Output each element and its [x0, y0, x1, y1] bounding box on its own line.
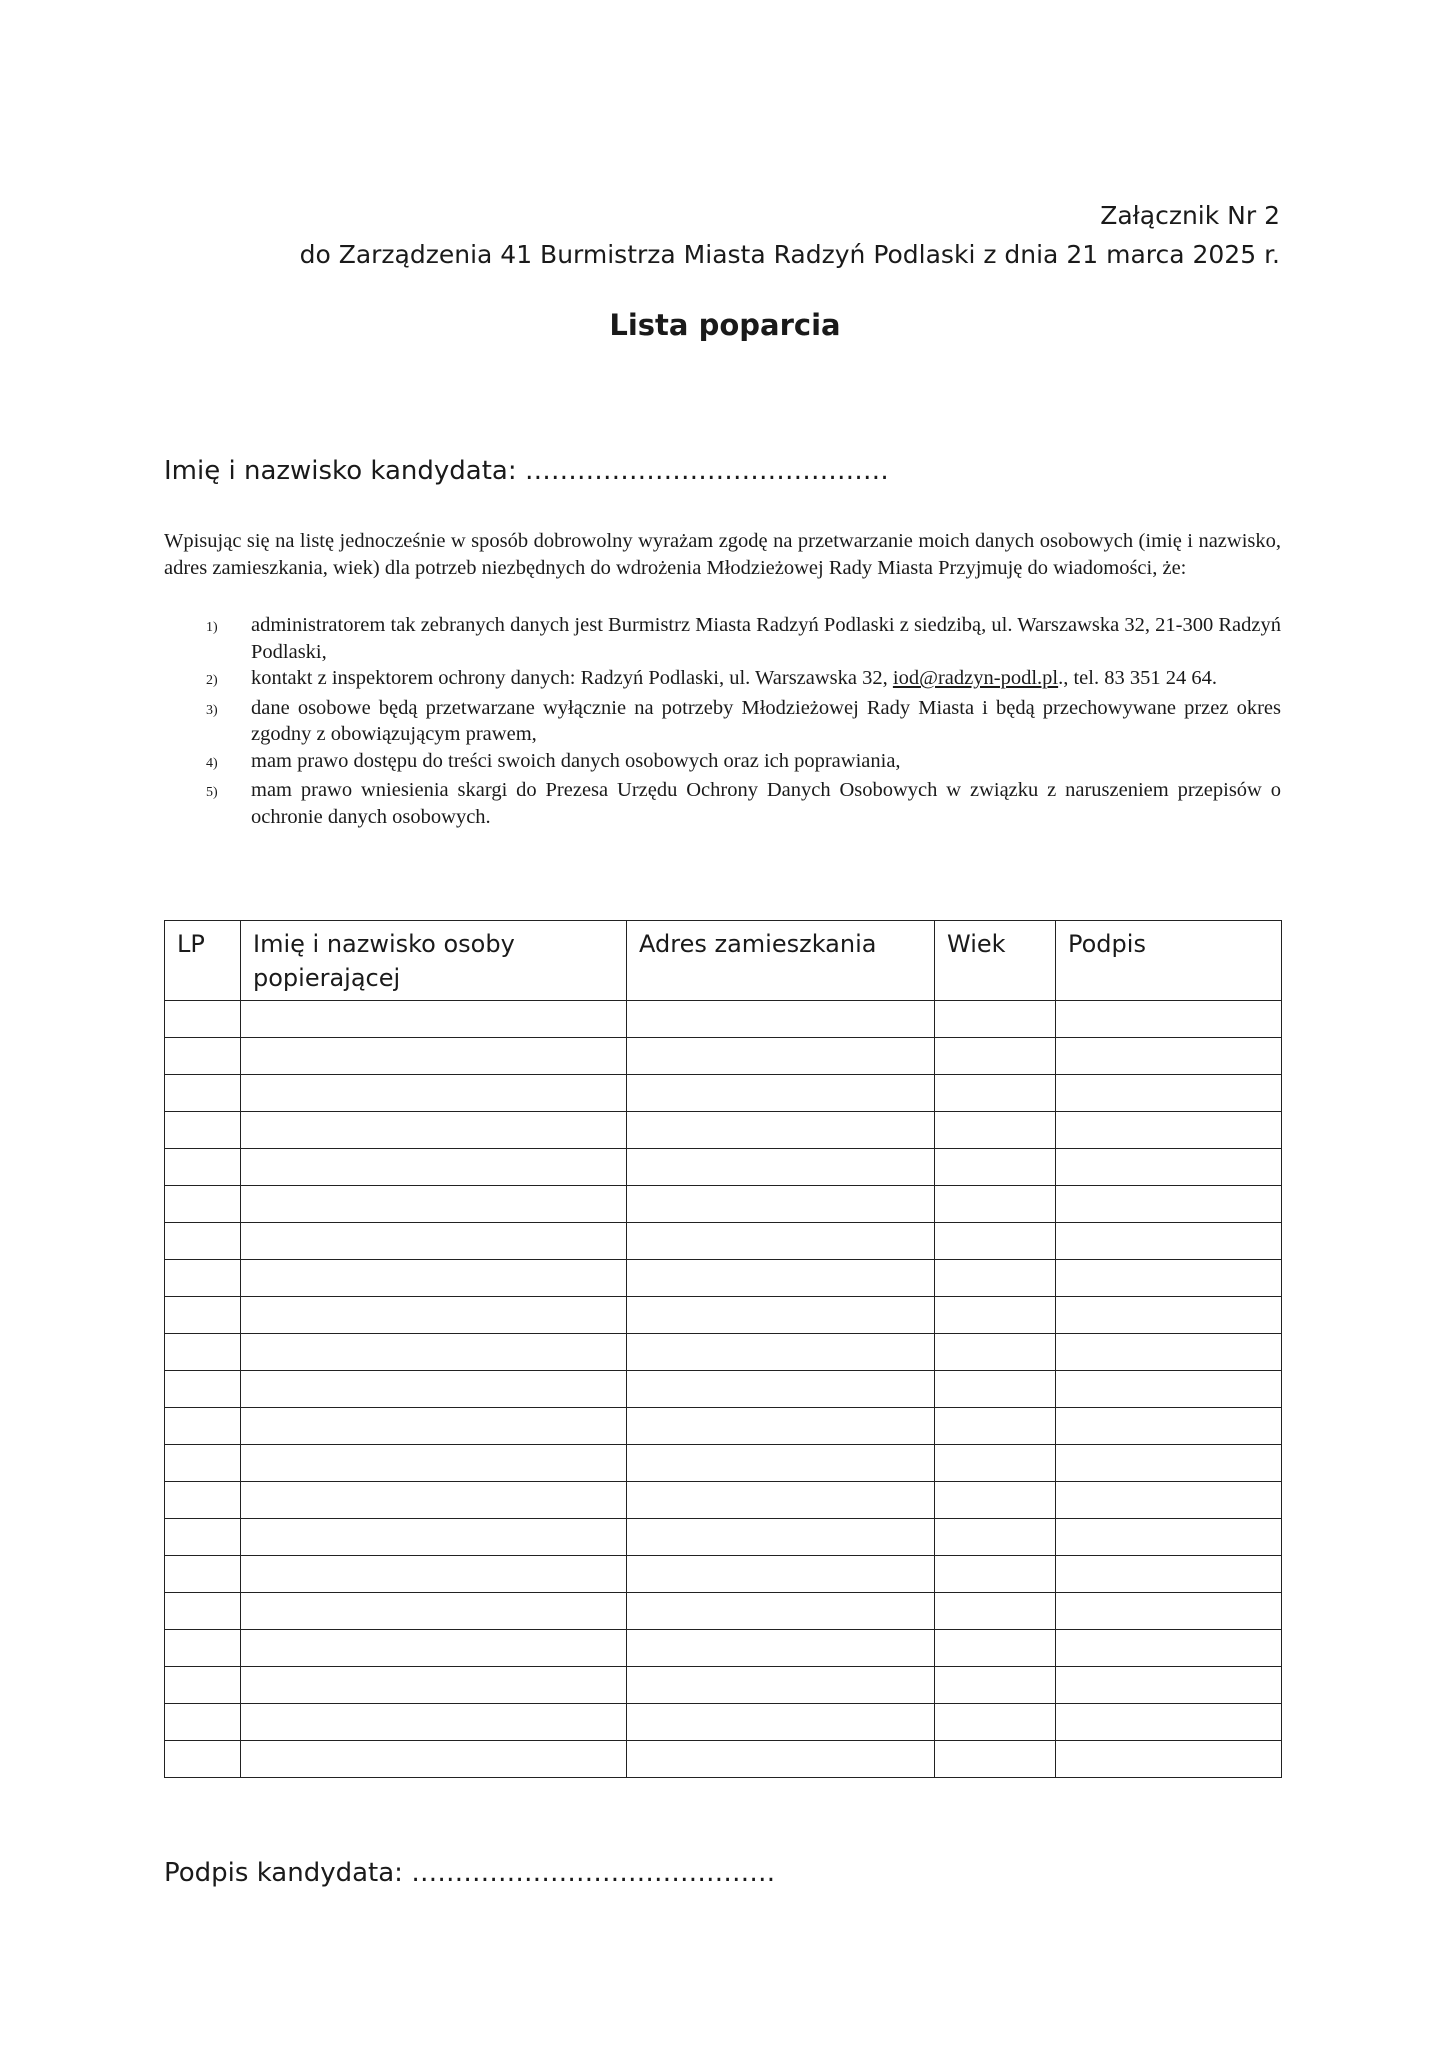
cell-name[interactable]: [241, 1075, 627, 1112]
cell-address[interactable]: [627, 1112, 935, 1149]
cell-name[interactable]: [241, 1519, 627, 1556]
cell-lp[interactable]: [165, 1334, 241, 1371]
attachment-header: [300, 196, 1280, 274]
consent-item: [164, 612, 1281, 665]
cell-age[interactable]: [935, 1038, 1056, 1075]
iod-email-link[interactable]: iod@radzyn-podl.pl: [892, 667, 1059, 689]
consent-item-number: 1): [206, 620, 218, 635]
cell-name[interactable]: [241, 1667, 627, 1704]
cell-address[interactable]: [627, 1297, 935, 1334]
consent-item-text: [251, 665, 1281, 695]
table-body: [165, 1001, 1282, 1778]
cell-address[interactable]: [627, 1038, 935, 1075]
consent-item-number: 5): [206, 785, 218, 800]
cell-lp[interactable]: [165, 1445, 241, 1482]
cell-address[interactable]: [627, 1630, 935, 1667]
consent-item-text-after: ., tel. 83 351 24 64.: [1058, 667, 1217, 689]
table-row: [165, 1519, 1282, 1556]
table-row: [165, 1334, 1282, 1371]
cell-lp[interactable]: [165, 1260, 241, 1297]
consent-list: [164, 612, 1281, 830]
cell-lp[interactable]: [165, 1482, 241, 1519]
table-row: [165, 1593, 1282, 1630]
cell-signature[interactable]: [1056, 1704, 1282, 1741]
cell-lp[interactable]: [165, 1038, 241, 1075]
cell-lp[interactable]: [165, 1667, 241, 1704]
cell-lp[interactable]: [165, 1630, 241, 1667]
cell-lp[interactable]: [165, 1149, 241, 1186]
table-row: [165, 1408, 1282, 1445]
cell-name[interactable]: [241, 1038, 627, 1075]
table-row: [165, 1371, 1282, 1408]
cell-signature[interactable]: [1056, 1371, 1282, 1408]
cell-signature[interactable]: [1056, 1667, 1282, 1704]
consent-item: [164, 777, 1281, 830]
table-row: [165, 1186, 1282, 1223]
cell-name[interactable]: [241, 1630, 627, 1667]
cell-lp[interactable]: [165, 1519, 241, 1556]
column-header-lp: LP: [165, 921, 241, 1001]
cell-name[interactable]: [241, 1445, 627, 1482]
cell-address[interactable]: [627, 1741, 935, 1778]
cell-lp[interactable]: [165, 1704, 241, 1741]
cell-name[interactable]: [241, 1149, 627, 1186]
consent-item: [164, 695, 1281, 748]
cell-lp[interactable]: [165, 1186, 241, 1223]
cell-name[interactable]: [241, 1297, 627, 1334]
cell-age[interactable]: [935, 1519, 1056, 1556]
cell-age[interactable]: [935, 1704, 1056, 1741]
cell-address[interactable]: [627, 1075, 935, 1112]
cell-signature[interactable]: [1056, 1334, 1282, 1371]
table-row: [165, 1667, 1282, 1704]
cell-signature[interactable]: [1056, 1519, 1282, 1556]
table-row: [165, 1741, 1282, 1778]
cell-signature[interactable]: [1056, 1186, 1282, 1223]
cell-lp[interactable]: [165, 1593, 241, 1630]
cell-signature[interactable]: [1056, 1260, 1282, 1297]
cell-name[interactable]: [241, 1408, 627, 1445]
table-row: [165, 1149, 1282, 1186]
cell-age[interactable]: [935, 1482, 1056, 1519]
consent-item-text: administratorem tak zebranych danych jest Burmistrz Miasta Radzyń Podlaski z siedzibą, ul. Warszawska 32, 21-300 Radzyń Podlaski,: [251, 614, 1281, 663]
cell-age[interactable]: [935, 1445, 1056, 1482]
attachment-number: Załącznik Nr 2: [1100, 201, 1280, 230]
consent-item: [164, 665, 1281, 695]
cell-name[interactable]: [241, 1556, 627, 1593]
cell-age[interactable]: [935, 1667, 1056, 1704]
cell-age[interactable]: [935, 1149, 1056, 1186]
cell-signature[interactable]: [1056, 1482, 1282, 1519]
table-row: [165, 1223, 1282, 1260]
consent-item-number: 2): [206, 673, 218, 688]
cell-signature[interactable]: [1056, 1408, 1282, 1445]
cell-signature[interactable]: [1056, 1630, 1282, 1667]
cell-address[interactable]: [627, 1556, 935, 1593]
table-row: [165, 1445, 1282, 1482]
cell-name[interactable]: [241, 1223, 627, 1260]
cell-signature[interactable]: [1056, 1149, 1282, 1186]
cell-address[interactable]: [627, 1260, 935, 1297]
candidate-name-field[interactable]: Imię i nazwisko kandydata: ……………………………………: [164, 456, 889, 486]
cell-name[interactable]: [241, 1704, 627, 1741]
consent-item-text-before: kontakt z inspektorem ochrony danych: Radzyń Podlaski, ul. Warszawska 32,: [251, 667, 893, 689]
cell-signature[interactable]: [1056, 1593, 1282, 1630]
cell-signature[interactable]: [1056, 1223, 1282, 1260]
cell-lp[interactable]: [165, 1408, 241, 1445]
column-header-name: Imię i nazwisko osoby popierającej: [241, 921, 627, 1001]
cell-age[interactable]: [935, 1112, 1056, 1149]
table-row: [165, 1038, 1282, 1075]
cell-name[interactable]: [241, 1112, 627, 1149]
cell-name[interactable]: [241, 1001, 627, 1038]
consent-item-number: 3): [206, 702, 218, 718]
cell-address[interactable]: [627, 1001, 935, 1038]
cell-signature[interactable]: [1056, 1112, 1282, 1149]
cell-address[interactable]: [627, 1667, 935, 1704]
table-row: [165, 1260, 1282, 1297]
cell-age[interactable]: [935, 1297, 1056, 1334]
cell-age[interactable]: [935, 1001, 1056, 1038]
cell-lp[interactable]: [165, 1001, 241, 1038]
cell-lp[interactable]: [165, 1112, 241, 1149]
consent-item: [164, 748, 1281, 778]
cell-age[interactable]: [935, 1741, 1056, 1778]
cell-lp[interactable]: [165, 1741, 241, 1778]
consent-item-text: mam prawo wniesienia skargi do Prezesa Urzędu Ochrony Danych Osobowych w związku z naruszeniem przepisów o ochronie danych osobowych.: [251, 779, 1281, 828]
cell-name[interactable]: [241, 1260, 627, 1297]
consent-item-number: 4): [206, 755, 218, 771]
cell-signature[interactable]: [1056, 1445, 1282, 1482]
table-row: [165, 1075, 1282, 1112]
cell-lp[interactable]: [165, 1075, 241, 1112]
cell-address[interactable]: [627, 1482, 935, 1519]
cell-lp[interactable]: [165, 1297, 241, 1334]
cell-name[interactable]: [241, 1371, 627, 1408]
cell-address[interactable]: [627, 1149, 935, 1186]
cell-age[interactable]: [935, 1334, 1056, 1371]
table-header-row: [165, 921, 1282, 1001]
cell-age[interactable]: [935, 1223, 1056, 1260]
cell-lp[interactable]: [165, 1556, 241, 1593]
table-row: [165, 1001, 1282, 1038]
cell-address[interactable]: [627, 1445, 935, 1482]
cell-name[interactable]: [241, 1593, 627, 1630]
cell-address[interactable]: [627, 1371, 935, 1408]
candidate-signature-field[interactable]: Podpis kandydata: ……………………………………: [164, 1858, 776, 1888]
table-row: [165, 1297, 1282, 1334]
cell-name[interactable]: [241, 1482, 627, 1519]
cell-lp[interactable]: [165, 1371, 241, 1408]
cell-lp[interactable]: [165, 1223, 241, 1260]
cell-signature[interactable]: [1056, 1001, 1282, 1038]
table-row: [165, 1556, 1282, 1593]
cell-address[interactable]: [627, 1519, 935, 1556]
table-row: [165, 1482, 1282, 1519]
cell-age[interactable]: [935, 1186, 1056, 1223]
document-title: Lista poparcia: [609, 308, 841, 342]
consent-item-text: dane osobowe będą przetwarzane wyłącznie na potrzeby Młodzieżowej Rady Miasta i będą przechowywane przez okres zgodny z obowiązującym prawem,: [251, 696, 1281, 745]
cell-age[interactable]: [935, 1075, 1056, 1112]
cell-age[interactable]: [935, 1593, 1056, 1630]
attachment-reference: do Zarządzenia 41 Burmistrza Miasta Radzyń Podlaski z dnia 21 marca 2025 r.: [299, 240, 1280, 269]
cell-signature[interactable]: [1056, 1741, 1282, 1778]
consent-item-text: mam prawo dostępu do treści swoich danych osobowych oraz ich poprawiania,: [251, 749, 901, 772]
cell-age[interactable]: [935, 1630, 1056, 1667]
column-header-address: Adres zamieszkania: [627, 921, 935, 1001]
cell-address[interactable]: [627, 1704, 935, 1741]
cell-age[interactable]: [935, 1260, 1056, 1297]
cell-name[interactable]: [241, 1741, 627, 1778]
cell-age[interactable]: [935, 1408, 1056, 1445]
cell-signature[interactable]: [1056, 1297, 1282, 1334]
cell-signature[interactable]: [1056, 1038, 1282, 1075]
cell-address[interactable]: [627, 1334, 935, 1371]
column-header-signature: Podpis: [1056, 921, 1282, 1001]
cell-name[interactable]: [241, 1186, 627, 1223]
support-signatures-table: [164, 920, 1282, 1778]
table-row: [165, 1112, 1282, 1149]
cell-age[interactable]: [935, 1371, 1056, 1408]
column-header-age: Wiek: [935, 921, 1056, 1001]
cell-address[interactable]: [627, 1223, 935, 1260]
cell-age[interactable]: [935, 1556, 1056, 1593]
table-row: [165, 1630, 1282, 1667]
cell-address[interactable]: [627, 1186, 935, 1223]
cell-address[interactable]: [627, 1408, 935, 1445]
cell-address[interactable]: [627, 1593, 935, 1630]
table-row: [165, 1704, 1282, 1741]
cell-signature[interactable]: [1056, 1556, 1282, 1593]
cell-signature[interactable]: [1056, 1075, 1282, 1112]
consent-intro: Wpisując się na listę jednocześnie w sposób dobrowolny wyrażam zgodę na przetwarzanie moich danych osobowych (imię i nazwisko, adres zamieszkania, wiek) dla potrzeb niezbędnych do wdrożenia Młodzieżowej Rady Miasta Przyjmuję do wiadomości, że:: [164, 530, 1281, 579]
cell-name[interactable]: [241, 1334, 627, 1371]
